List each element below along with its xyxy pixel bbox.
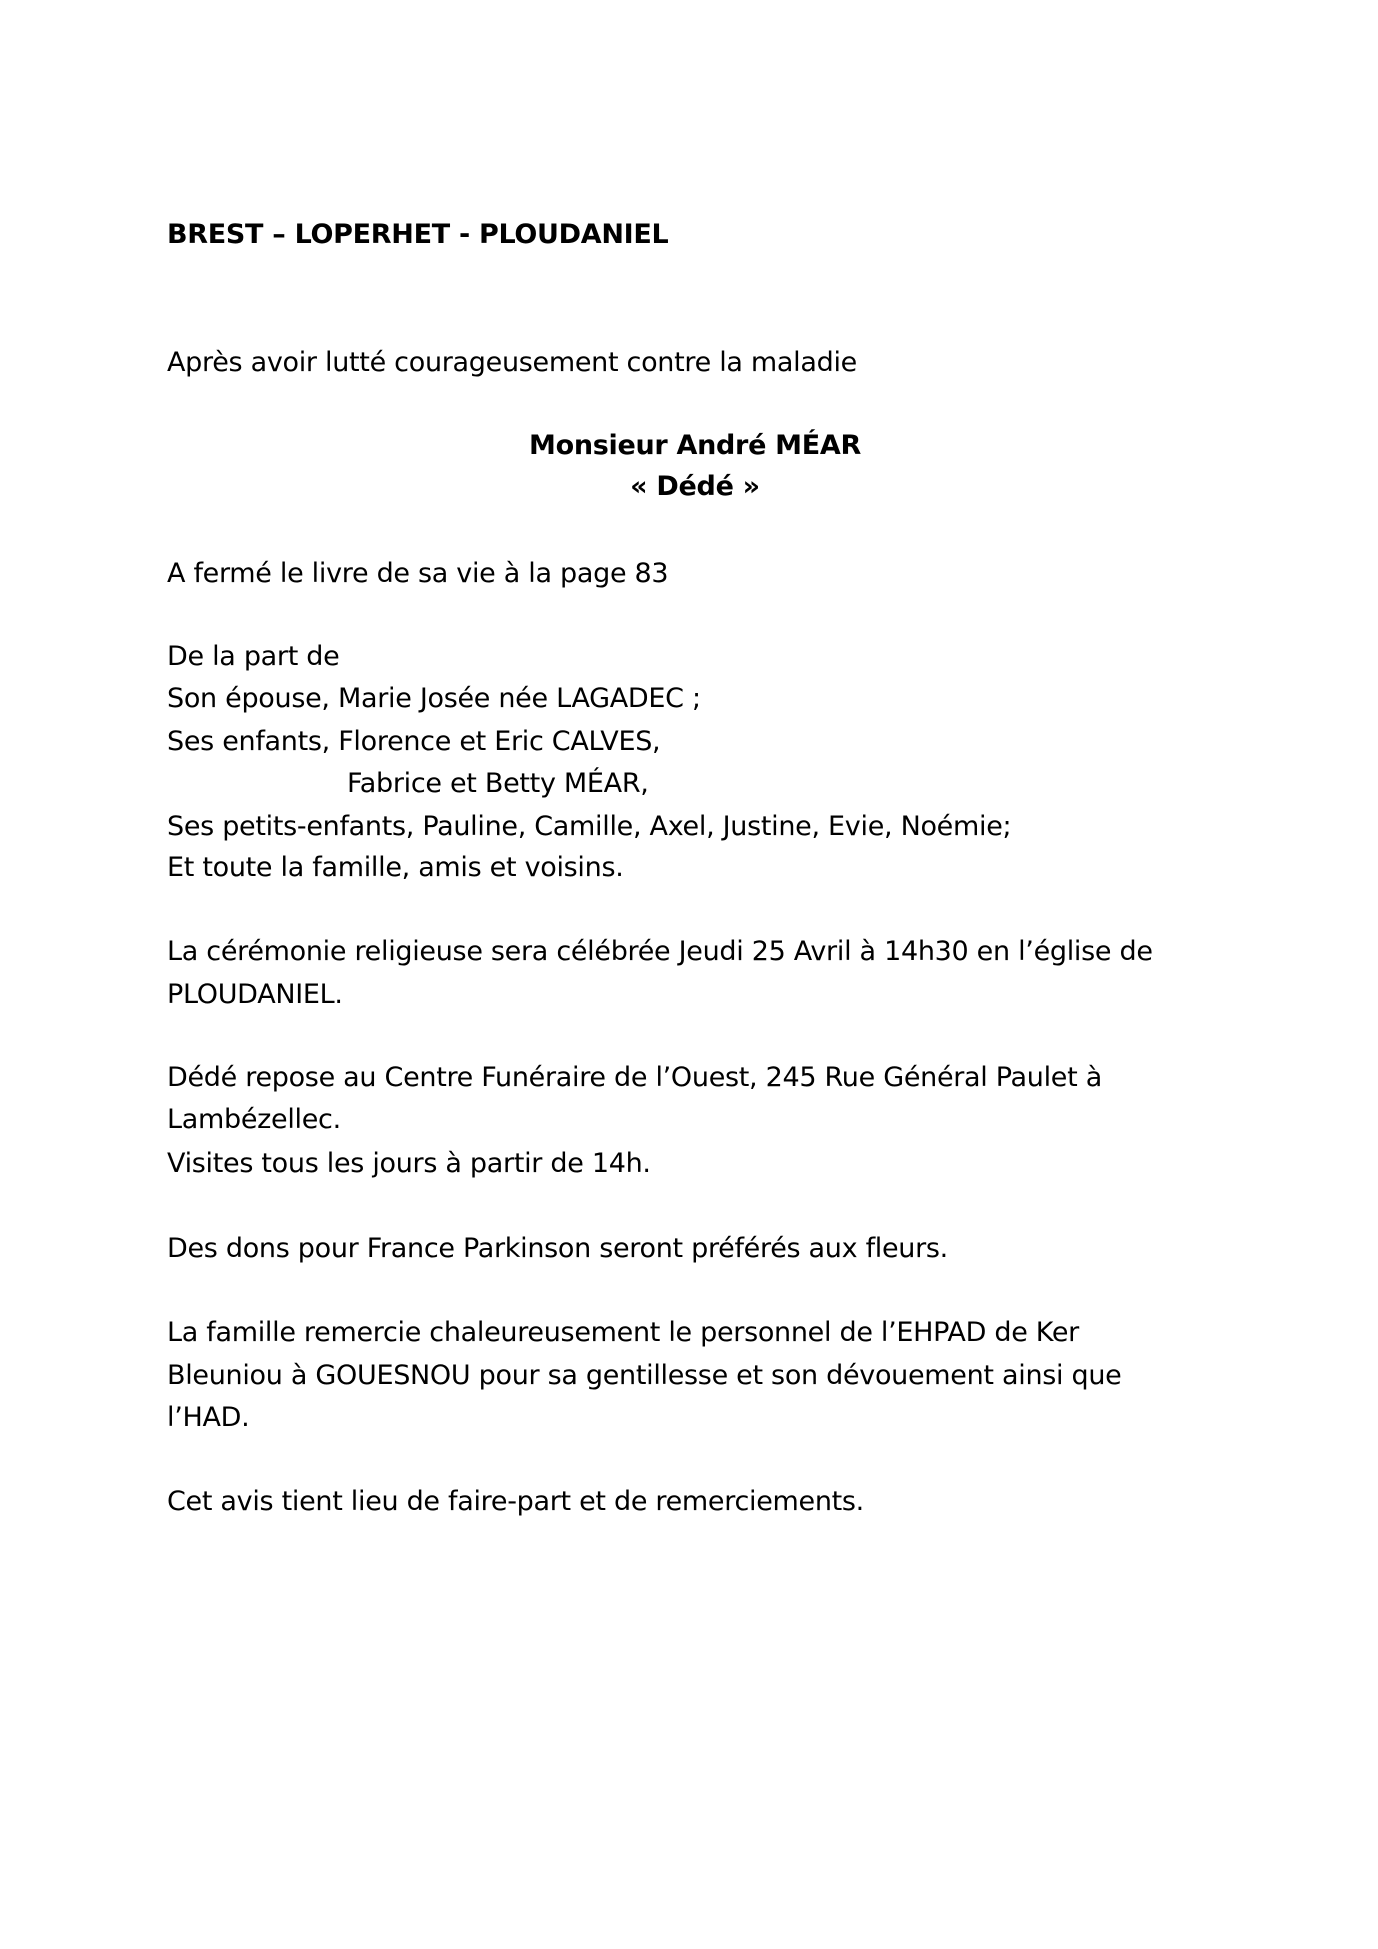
thanks-line-1: La famille remercie chaleureusement le personnel de l’EHPAD de Ker [167, 1317, 1079, 1348]
ceremony-line-1: La cérémonie religieuse sera célébrée Jeudi 25 Avril à 14h30 en l’église de [167, 936, 1153, 967]
intro: Après avoir lutté courageusement contre la maladie [167, 347, 857, 378]
rest-line-1: Dédé repose au Centre Funéraire de l’Ouest, 245 Rue Général Paulet à [167, 1062, 1102, 1093]
nickname: « Dédé » [630, 471, 760, 502]
family-from: De la part de [167, 641, 340, 672]
thanks-line-2: Bleuniou à GOUESNOU pour sa gentillesse et son dévouement ainsi que [167, 1360, 1122, 1391]
donations: Des dons pour France Parkinson seront préférés aux fleurs. [167, 1233, 948, 1264]
closing: Cet avis tient lieu de faire-part et de remerciements. [167, 1486, 864, 1517]
heading: BREST – LOPERHET - PLOUDANIEL [167, 219, 669, 250]
family-spouse: Son épouse, Marie Josée née LAGADEC ; [167, 683, 701, 714]
family-children-2: Fabrice et Betty MÉAR, [347, 768, 649, 799]
family-others: Et toute la famille, amis et voisins. [167, 852, 624, 883]
family-children-1: Ses enfants, Florence et Eric CALVES, [167, 726, 661, 757]
family-grandchildren: Ses petits-enfants, Pauline, Camille, Axel, Justine, Evie, Noémie; [167, 811, 1012, 842]
rest-line-2: Lambézellec. [167, 1104, 341, 1135]
thanks-line-3: l’HAD. [167, 1402, 250, 1433]
deceased-name: Monsieur André MÉAR [529, 430, 861, 461]
age-line: A fermé le livre de sa vie à la page 83 [167, 558, 669, 589]
visits-line: Visites tous les jours à partir de 14h. [167, 1148, 651, 1179]
ceremony-line-2: PLOUDANIEL. [167, 979, 343, 1010]
